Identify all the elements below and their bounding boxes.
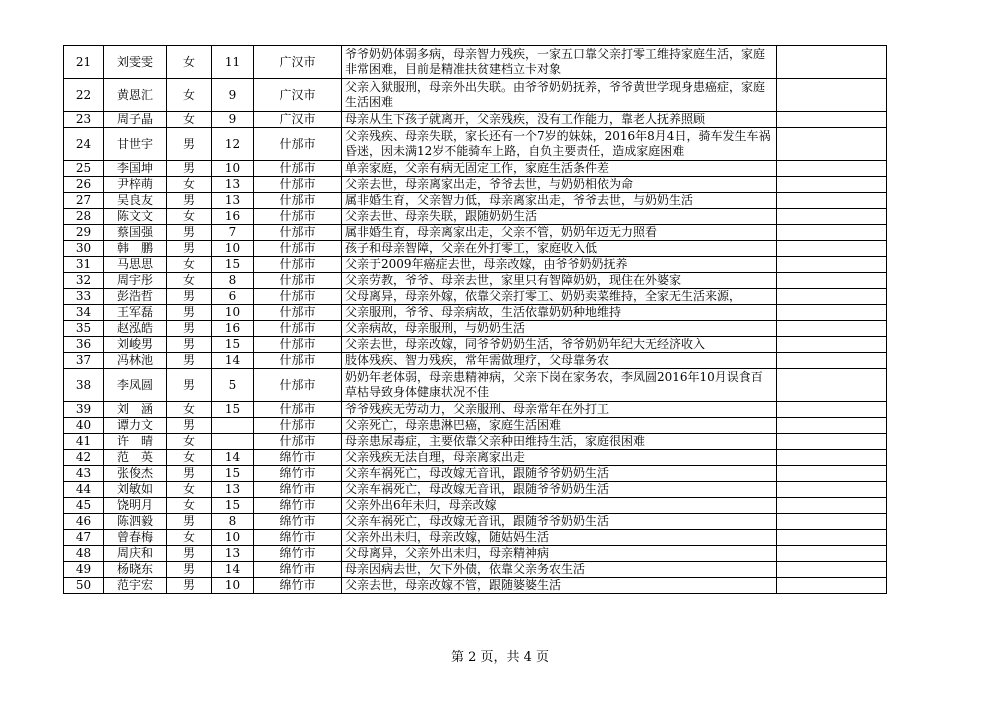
description-cell: 父母离异，母亲外嫁，依靠父亲打零工、奶奶卖菜维持，全家无生活来源， [342, 289, 777, 305]
description-cell: 父亲劳教，爷爷、母亲去世，家里只有智障奶奶，现住在外婆家 [342, 273, 777, 289]
name-cell: 周庆和 [104, 546, 167, 562]
table-row [64, 578, 887, 594]
row-number-cell: 47 [64, 530, 104, 546]
city-cell: 什邡市 [254, 353, 342, 369]
city-cell: 什邡市 [254, 161, 342, 177]
table-row [64, 112, 887, 128]
empty-cell [777, 321, 887, 337]
city-cell: 什邡市 [254, 241, 342, 257]
name-cell: 韩 鹏 [104, 241, 167, 257]
empty-cell [777, 514, 887, 530]
gender-cell: 男 [167, 466, 212, 482]
name-cell: 饶明月 [104, 498, 167, 514]
empty-cell [777, 289, 887, 305]
description-cell: 父亲残疾、母亲失联，家长还有一个7岁的妹妹，2016年8月4日，骑车发生车祸昏迷，因未满12岁不能骑车上路，自负主要责任，造成家庭困难 [342, 128, 777, 161]
city-cell: 绵竹市 [254, 530, 342, 546]
description-cell: 父亲去世，母亲改嫁不管，跟随婆婆生活 [342, 578, 777, 594]
description-cell: 母亲患尿毒症，主要依靠父亲种田维持生活，家庭很困难 [342, 434, 777, 450]
gender-cell: 女 [167, 112, 212, 128]
city-cell: 什邡市 [254, 418, 342, 434]
description-cell: 父亲于2009年癌症去世，母亲改嫁，由爷爷奶奶抚养 [342, 257, 777, 273]
row-number-cell: 42 [64, 450, 104, 466]
age-cell: 9 [212, 112, 254, 128]
row-number-cell: 28 [64, 209, 104, 225]
table-row [64, 369, 887, 402]
description-cell: 爷爷奶奶体弱多病，母亲智力残疾，一家五口靠父亲打零工维持家庭生活，家庭非常困难，目前是精准扶贫建档立卡对象 [342, 46, 777, 79]
table-row [64, 305, 887, 321]
age-cell: 11 [212, 46, 254, 79]
name-cell: 刘敏如 [104, 482, 167, 498]
age-cell: 15 [212, 257, 254, 273]
row-number-cell: 36 [64, 337, 104, 353]
age-cell: 13 [212, 482, 254, 498]
age-cell [212, 434, 254, 450]
gender-cell: 男 [167, 578, 212, 594]
city-cell: 什邡市 [254, 305, 342, 321]
age-cell: 10 [212, 305, 254, 321]
name-cell: 马思思 [104, 257, 167, 273]
gender-cell: 男 [167, 337, 212, 353]
city-cell: 什邡市 [254, 402, 342, 418]
age-cell: 16 [212, 321, 254, 337]
description-cell: 属非婚生育，母亲离家出走，父亲不管，奶奶年迈无力照看 [342, 225, 777, 241]
empty-cell [777, 46, 887, 79]
city-cell: 绵竹市 [254, 450, 342, 466]
empty-cell [777, 257, 887, 273]
gender-cell: 男 [167, 128, 212, 161]
gender-cell: 男 [167, 321, 212, 337]
gender-cell: 男 [167, 289, 212, 305]
gender-cell: 男 [167, 562, 212, 578]
age-cell: 14 [212, 450, 254, 466]
name-cell: 刘 涵 [104, 402, 167, 418]
name-cell: 刘雯雯 [104, 46, 167, 79]
row-number-cell: 30 [64, 241, 104, 257]
age-cell: 8 [212, 514, 254, 530]
table-row [64, 161, 887, 177]
description-cell: 母亲从生下孩子就离开，父亲残疾，没有工作能力，靠老人抚养照顾 [342, 112, 777, 128]
city-cell: 绵竹市 [254, 578, 342, 594]
row-number-cell: 45 [64, 498, 104, 514]
gender-cell: 女 [167, 434, 212, 450]
city-cell: 什邡市 [254, 369, 342, 402]
row-number-cell: 37 [64, 353, 104, 369]
name-cell: 陈文文 [104, 209, 167, 225]
name-cell: 杨晓东 [104, 562, 167, 578]
city-cell: 广汉市 [254, 112, 342, 128]
row-number-cell: 46 [64, 514, 104, 530]
gender-cell: 男 [167, 193, 212, 209]
empty-cell [777, 482, 887, 498]
empty-cell [777, 530, 887, 546]
name-cell: 李凤圆 [104, 369, 167, 402]
city-cell: 绵竹市 [254, 466, 342, 482]
name-cell: 彭浩哲 [104, 289, 167, 305]
city-cell: 什邡市 [254, 177, 342, 193]
table-row [64, 128, 887, 161]
city-cell: 什邡市 [254, 321, 342, 337]
gender-cell: 男 [167, 369, 212, 402]
empty-cell [777, 241, 887, 257]
description-cell: 单亲家庭，父亲有病无固定工作，家庭生活条件差 [342, 161, 777, 177]
description-cell: 父亲车祸死亡，母改嫁无音讯，跟随爷爷奶奶生活 [342, 514, 777, 530]
table-row [64, 498, 887, 514]
row-number-cell: 23 [64, 112, 104, 128]
gender-cell: 男 [167, 225, 212, 241]
gender-cell: 女 [167, 257, 212, 273]
name-cell: 蔡国强 [104, 225, 167, 241]
gender-cell: 女 [167, 450, 212, 466]
age-cell: 15 [212, 498, 254, 514]
city-cell: 什邡市 [254, 209, 342, 225]
age-cell: 8 [212, 273, 254, 289]
empty-cell [777, 161, 887, 177]
table-row [64, 450, 887, 466]
table-row [64, 273, 887, 289]
name-cell: 尹梓萌 [104, 177, 167, 193]
description-cell: 父母离异，父亲外出未归，母亲精神病 [342, 546, 777, 562]
table-row [64, 193, 887, 209]
gender-cell: 女 [167, 209, 212, 225]
description-cell: 父亲去世、母亲失联，跟随奶奶生活 [342, 209, 777, 225]
empty-cell [777, 273, 887, 289]
name-cell: 范 英 [104, 450, 167, 466]
empty-cell [777, 337, 887, 353]
table-row [64, 402, 887, 418]
row-number-cell: 29 [64, 225, 104, 241]
table-row [64, 209, 887, 225]
row-number-cell: 22 [64, 79, 104, 112]
empty-cell [777, 353, 887, 369]
name-cell: 周宇彤 [104, 273, 167, 289]
table-row [64, 562, 887, 578]
city-cell: 绵竹市 [254, 498, 342, 514]
description-cell: 父亲服刑，爷爷、母亲病故，生活依靠奶奶种地维持 [342, 305, 777, 321]
empty-cell [777, 225, 887, 241]
empty-cell [777, 450, 887, 466]
empty-cell [777, 209, 887, 225]
empty-cell [777, 177, 887, 193]
table-row [64, 337, 887, 353]
city-cell: 绵竹市 [254, 514, 342, 530]
description-cell: 奶奶年老体弱，母亲患精神病，父亲下岗在家务农，李凤圆2016年10月误食百草枯导致身体健康状况不佳 [342, 369, 777, 402]
table-row [64, 321, 887, 337]
city-cell: 什邡市 [254, 289, 342, 305]
empty-cell [777, 562, 887, 578]
empty-cell [777, 498, 887, 514]
name-cell: 许 晴 [104, 434, 167, 450]
age-cell: 13 [212, 177, 254, 193]
table-row [64, 546, 887, 562]
row-number-cell: 21 [64, 46, 104, 79]
gender-cell: 男 [167, 161, 212, 177]
gender-cell: 女 [167, 273, 212, 289]
table-row [64, 434, 887, 450]
name-cell: 范宇宏 [104, 578, 167, 594]
name-cell: 曾春梅 [104, 530, 167, 546]
gender-cell: 女 [167, 79, 212, 112]
gender-cell: 女 [167, 530, 212, 546]
row-number-cell: 41 [64, 434, 104, 450]
gender-cell: 男 [167, 546, 212, 562]
empty-cell [777, 128, 887, 161]
empty-cell [777, 369, 887, 402]
age-cell: 6 [212, 289, 254, 305]
description-cell: 父亲病故，母亲服刑，与奶奶生活 [342, 321, 777, 337]
city-cell: 什邡市 [254, 434, 342, 450]
name-cell: 周子晶 [104, 112, 167, 128]
empty-cell [777, 79, 887, 112]
city-cell: 什邡市 [254, 257, 342, 273]
description-cell: 父亲死亡，母亲患淋巴癌，家庭生活困难 [342, 418, 777, 434]
description-cell: 父亲车祸死亡，母改嫁无音讯，跟随爷爷奶奶生活 [342, 482, 777, 498]
gender-cell: 女 [167, 498, 212, 514]
age-cell: 13 [212, 193, 254, 209]
city-cell: 什邡市 [254, 193, 342, 209]
name-cell: 陈泗毅 [104, 514, 167, 530]
description-cell: 父亲入狱服刑，母亲外出失联。由爷爷奶奶抚养，爷爷黄世学现身患癌症，家庭生活困难 [342, 79, 777, 112]
description-cell: 父亲残疾无法自理，母亲离家出走 [342, 450, 777, 466]
city-cell: 什邡市 [254, 225, 342, 241]
age-cell: 10 [212, 578, 254, 594]
table-row [64, 177, 887, 193]
description-cell: 父亲外出未归，母亲改嫁，随姑妈生活 [342, 530, 777, 546]
table-row [64, 514, 887, 530]
name-cell: 冯林池 [104, 353, 167, 369]
name-cell: 李国坤 [104, 161, 167, 177]
row-number-cell: 24 [64, 128, 104, 161]
age-cell: 14 [212, 562, 254, 578]
age-cell: 5 [212, 369, 254, 402]
description-cell: 父亲去世，母亲离家出走，爷爷去世，与奶奶相依为命 [342, 177, 777, 193]
age-cell: 7 [212, 225, 254, 241]
row-number-cell: 26 [64, 177, 104, 193]
table-row [64, 225, 887, 241]
gender-cell: 男 [167, 418, 212, 434]
gender-cell: 男 [167, 353, 212, 369]
empty-cell [777, 578, 887, 594]
name-cell: 谭力文 [104, 418, 167, 434]
age-cell: 10 [212, 161, 254, 177]
age-cell: 12 [212, 128, 254, 161]
student-table [63, 45, 887, 594]
gender-cell: 女 [167, 177, 212, 193]
row-number-cell: 38 [64, 369, 104, 402]
row-number-cell: 39 [64, 402, 104, 418]
table-row [64, 418, 887, 434]
empty-cell [777, 418, 887, 434]
city-cell: 广汉市 [254, 79, 342, 112]
table-row [64, 353, 887, 369]
row-number-cell: 50 [64, 578, 104, 594]
name-cell: 刘峻男 [104, 337, 167, 353]
city-cell: 什邡市 [254, 273, 342, 289]
description-cell: 母亲因病去世，欠下外债，依靠父亲务农生活 [342, 562, 777, 578]
row-number-cell: 44 [64, 482, 104, 498]
gender-cell: 女 [167, 402, 212, 418]
row-number-cell: 33 [64, 289, 104, 305]
description-cell: 父亲去世，母亲改嫁，同爷爷奶奶生活，爷爷奶奶年纪大无经济收入 [342, 337, 777, 353]
empty-cell [777, 193, 887, 209]
name-cell: 赵泓皓 [104, 321, 167, 337]
row-number-cell: 40 [64, 418, 104, 434]
city-cell: 广汉市 [254, 46, 342, 79]
age-cell: 15 [212, 402, 254, 418]
gender-cell: 男 [167, 514, 212, 530]
empty-cell [777, 402, 887, 418]
description-cell: 肢体残疾、智力残疾，常年需做理疗，父母靠务农 [342, 353, 777, 369]
description-cell: 父亲车祸死亡，母改嫁无音讯，跟随爷爷奶奶生活 [342, 466, 777, 482]
name-cell: 王军磊 [104, 305, 167, 321]
description-cell: 爷爷残疾无劳动力，父亲服刑、母亲常年在外打工 [342, 402, 777, 418]
city-cell: 绵竹市 [254, 482, 342, 498]
table-body [64, 46, 887, 594]
name-cell: 黄恩汇 [104, 79, 167, 112]
page-footer: 第 2 页，共 4 页 [450, 650, 550, 665]
age-cell: 10 [212, 530, 254, 546]
gender-cell: 男 [167, 305, 212, 321]
age-cell [212, 418, 254, 434]
age-cell: 14 [212, 353, 254, 369]
row-number-cell: 34 [64, 305, 104, 321]
table-row [64, 257, 887, 273]
description-cell: 孩子和母亲智障，父亲在外打零工，家庭收入低 [342, 241, 777, 257]
empty-cell [777, 305, 887, 321]
row-number-cell: 48 [64, 546, 104, 562]
table-row [64, 530, 887, 546]
table-row [64, 466, 887, 482]
age-cell: 13 [212, 546, 254, 562]
name-cell: 张俊杰 [104, 466, 167, 482]
empty-cell [777, 112, 887, 128]
description-cell: 父亲外出6年未归，母亲改嫁 [342, 498, 777, 514]
empty-cell [777, 546, 887, 562]
table-row [64, 46, 887, 79]
row-number-cell: 35 [64, 321, 104, 337]
table-row [64, 289, 887, 305]
gender-cell: 男 [167, 241, 212, 257]
city-cell: 绵竹市 [254, 546, 342, 562]
city-cell: 绵竹市 [254, 562, 342, 578]
age-cell: 15 [212, 337, 254, 353]
row-number-cell: 31 [64, 257, 104, 273]
name-cell: 吴良友 [104, 193, 167, 209]
row-number-cell: 43 [64, 466, 104, 482]
age-cell: 10 [212, 241, 254, 257]
table-row [64, 482, 887, 498]
gender-cell: 女 [167, 482, 212, 498]
name-cell: 甘世宇 [104, 128, 167, 161]
city-cell: 什邡市 [254, 128, 342, 161]
empty-cell [777, 434, 887, 450]
description-cell: 属非婚生育，父亲智力低，母亲离家出走，爷爷去世，与奶奶生活 [342, 193, 777, 209]
age-cell: 15 [212, 466, 254, 482]
empty-cell [777, 466, 887, 482]
table-row [64, 241, 887, 257]
row-number-cell: 27 [64, 193, 104, 209]
row-number-cell: 49 [64, 562, 104, 578]
row-number-cell: 25 [64, 161, 104, 177]
table-row [64, 79, 887, 112]
gender-cell: 女 [167, 46, 212, 79]
age-cell: 16 [212, 209, 254, 225]
city-cell: 什邡市 [254, 337, 342, 353]
row-number-cell: 32 [64, 273, 104, 289]
age-cell: 9 [212, 79, 254, 112]
